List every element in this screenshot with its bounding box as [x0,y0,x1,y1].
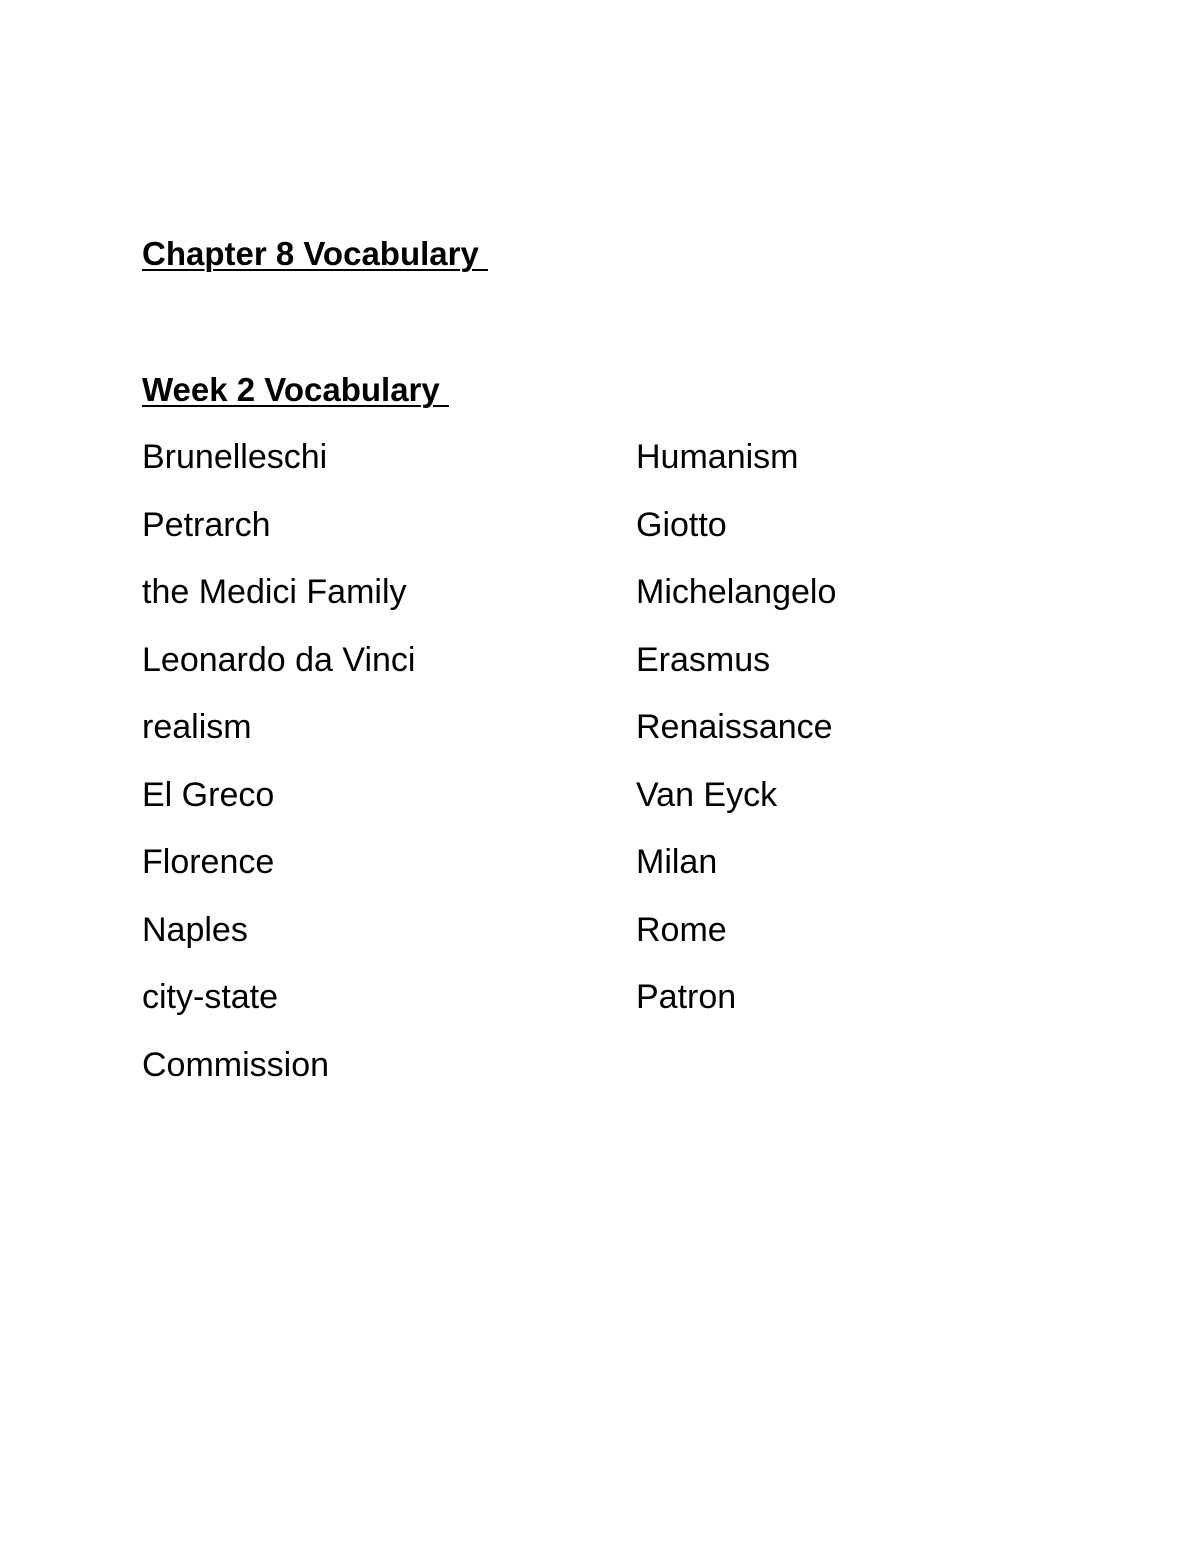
vocabulary-term: the Medici Family [142,573,407,611]
vocabulary-term: Michelangelo [636,573,837,611]
vocabulary-term: Florence [142,843,275,881]
vocabulary-term: El Greco [142,775,275,814]
vocabulary-term: Brunelleschi [142,438,328,476]
week-title: Week 2 Vocabulary [142,371,449,408]
vocabulary-term: realism [142,708,252,746]
vocabulary-term: Erasmus [636,640,771,679]
vocabulary-list-right [636,440,836,1048]
vocabulary-term: Giotto [636,505,727,544]
vocabulary-term: Rome [636,910,727,949]
vocabulary-term: Renaissance [636,708,833,746]
vocabulary-term: Naples [142,910,248,949]
vocabulary-term: Commission [142,1045,330,1084]
vocabulary-list-left [142,440,415,1115]
vocabulary-term: Van Eyck [636,775,778,814]
vocabulary-term: Leonardo da Vinci [142,640,416,679]
vocabulary-term: Petrarch [142,505,271,544]
chapter-title: Chapter 8 Vocabulary [142,235,489,272]
vocabulary-term: city-state [142,978,279,1016]
vocabulary-term: Milan [636,843,718,881]
vocabulary-term: Patron [636,978,737,1016]
vocabulary-term: Humanism [636,438,799,476]
